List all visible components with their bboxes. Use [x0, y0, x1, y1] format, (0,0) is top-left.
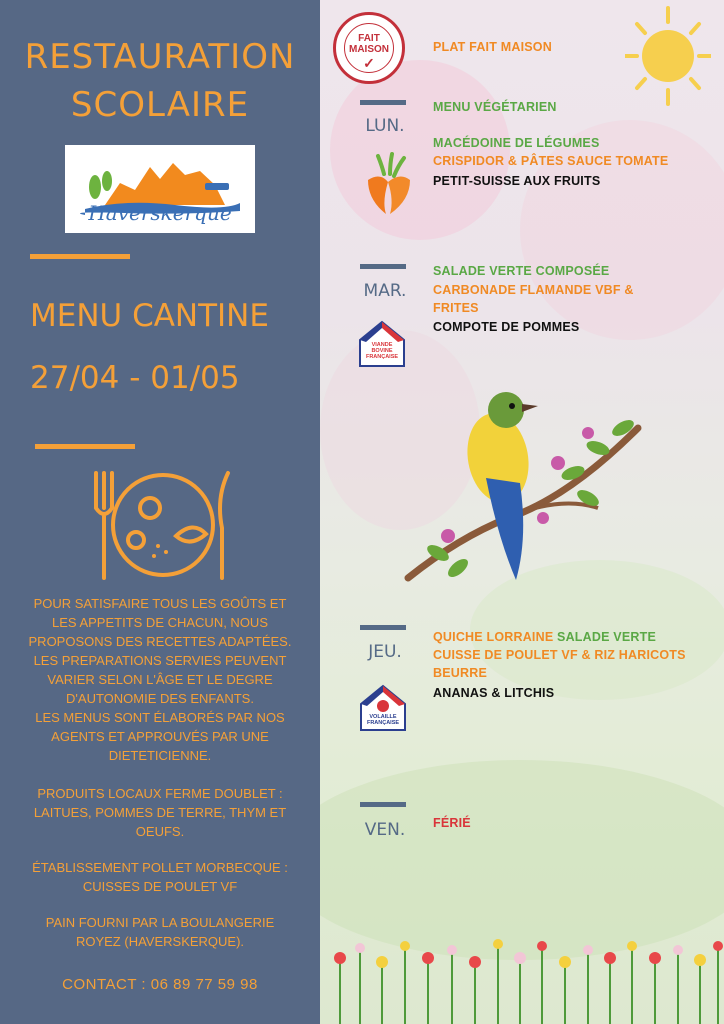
- dish-jeu-entree-quiche: QUICHE LORRAINE: [433, 630, 554, 644]
- plate-cutlery-icon: [88, 468, 238, 583]
- divider-top: [30, 254, 130, 259]
- legend-fait-maison: PLAT FAIT MAISON: [433, 40, 552, 54]
- fait-maison-badge-text: [336, 33, 402, 71]
- info-line: PRODUITS LOCAUX FERME DOUBLET :: [37, 786, 283, 801]
- volaille-francaise-logo: [357, 682, 409, 734]
- dish-jeu-dessert: ANANAS & LITCHIS: [433, 686, 555, 700]
- volaille-francaise-logo-shape: [357, 682, 409, 734]
- badge-word: VOLAILLE: [369, 714, 397, 720]
- dish-mar-plat-cont: FRITES: [433, 301, 479, 315]
- badge-word: BOVINE: [371, 348, 393, 354]
- info-line: LAITUES, POMMES DE TERRE, THYM ET: [33, 805, 287, 820]
- haverskerque-logo: [65, 145, 255, 233]
- badge-word: FRANÇAISE: [365, 354, 399, 360]
- info-paragraph-3: [14, 858, 306, 896]
- left-panel: [0, 0, 320, 1024]
- info-line: D'AUTONOMIE DES ENFANTS.: [66, 691, 254, 706]
- day-label-mar: MAR.: [363, 281, 407, 301]
- day-bar-ven: [360, 802, 406, 807]
- menu-title: MENU CANTINE: [30, 298, 269, 334]
- day-bar-lun: [360, 100, 406, 105]
- info-line: LES MENUS SONT ÉLABORÉS PAR NOS: [35, 710, 285, 725]
- info-line: DIETETICIENNE.: [108, 748, 212, 763]
- dish-jeu-entree-salade: SALADE VERTE: [553, 630, 656, 644]
- day-bar-mar: [360, 264, 406, 269]
- info-line: VARIER SELON L'ÂGE ET LE DEGRE: [47, 672, 273, 687]
- info-line: ROYEZ (HAVERSKERQUE).: [75, 934, 245, 949]
- info-line: LES APPETITS DE CHACUN, NOUS: [52, 615, 268, 630]
- info-line: PAIN FOURNI PAR LA BOULANGERIE: [45, 915, 275, 930]
- info-paragraph-1: [14, 594, 306, 765]
- info-line: AGENTS ET APPROUVÉS PAR UNE: [51, 729, 269, 744]
- fait-maison-badge: [333, 12, 405, 84]
- flowers-border: [320, 928, 724, 1024]
- viande-bovine-text: [356, 342, 408, 360]
- dish-ven-ferie: FÉRIÉ: [433, 816, 471, 830]
- dish-lun-plat: CRISPIDOR & PÂTES SAUCE TOMATE: [433, 154, 669, 168]
- legend-vegetarien: MENU VÉGÉTARIEN: [433, 100, 557, 114]
- info-paragraph-4: [14, 913, 306, 951]
- dish-mar-dessert: COMPOTE DE POMMES: [433, 320, 580, 334]
- info-line: CUISSES DE POULET VF: [82, 879, 238, 894]
- viande-bovine-francaise-logo: [356, 318, 408, 370]
- info-line: ÉTABLISSEMENT POLLET MORBECQUE :: [32, 860, 288, 875]
- badge-word: FRANÇAISE: [366, 720, 400, 726]
- menu-dates: 27/04 - 01/05: [30, 360, 240, 396]
- dish-jeu-plat-cont: BEURRE: [433, 666, 487, 680]
- dish-mar-plat: CARBONADE FLAMANDE VBF &: [433, 283, 634, 297]
- carrot-icon: [360, 152, 418, 218]
- info-paragraph-2: [14, 784, 306, 841]
- dish-jeu-entree: [433, 628, 656, 646]
- badge-word: FAIT: [358, 33, 380, 44]
- day-label-ven: VEN.: [364, 820, 406, 840]
- info-line: POUR SATISFAIRE TOUS LES GOÛTS ET: [33, 596, 287, 611]
- dish-lun-dessert: PETIT-SUISSE AUX FRUITS: [433, 174, 601, 188]
- volaille-text: [357, 714, 409, 726]
- day-bar-jeu: [360, 625, 406, 630]
- badge-word: MAISON: [349, 44, 389, 55]
- info-line: OEUFS.: [135, 824, 185, 839]
- divider-bottom: [35, 444, 135, 449]
- badge-word: VIANDE: [371, 342, 393, 348]
- right-panel: [320, 0, 724, 1024]
- day-label-jeu: JEU.: [368, 642, 402, 662]
- contact-phone: CONTACT : 06 89 77 59 98: [62, 976, 258, 993]
- day-label-lun: LUN.: [365, 116, 405, 136]
- info-line: PROPOSONS DES RECETTES ADAPTÉES.: [28, 634, 292, 649]
- dish-mar-entree: SALADE VERTE COMPOSÉE: [433, 264, 610, 278]
- logo-text: Haverskerque: [88, 201, 232, 225]
- info-line: LES PREPARATIONS SERVIES PEUVENT: [33, 653, 287, 668]
- bird-illustration: [398, 388, 654, 594]
- dish-jeu-plat: CUISSE DE POULET VF & RIZ HARICOTS: [433, 648, 686, 662]
- check-icon: ✓: [363, 55, 375, 71]
- title-line2: SCOLAIRE: [70, 85, 250, 125]
- sun-icon: [625, 6, 711, 106]
- dish-lun-entree: MACÉDOINE DE LÉGUMES: [433, 136, 600, 150]
- title-line1: RESTAURATION: [24, 37, 296, 77]
